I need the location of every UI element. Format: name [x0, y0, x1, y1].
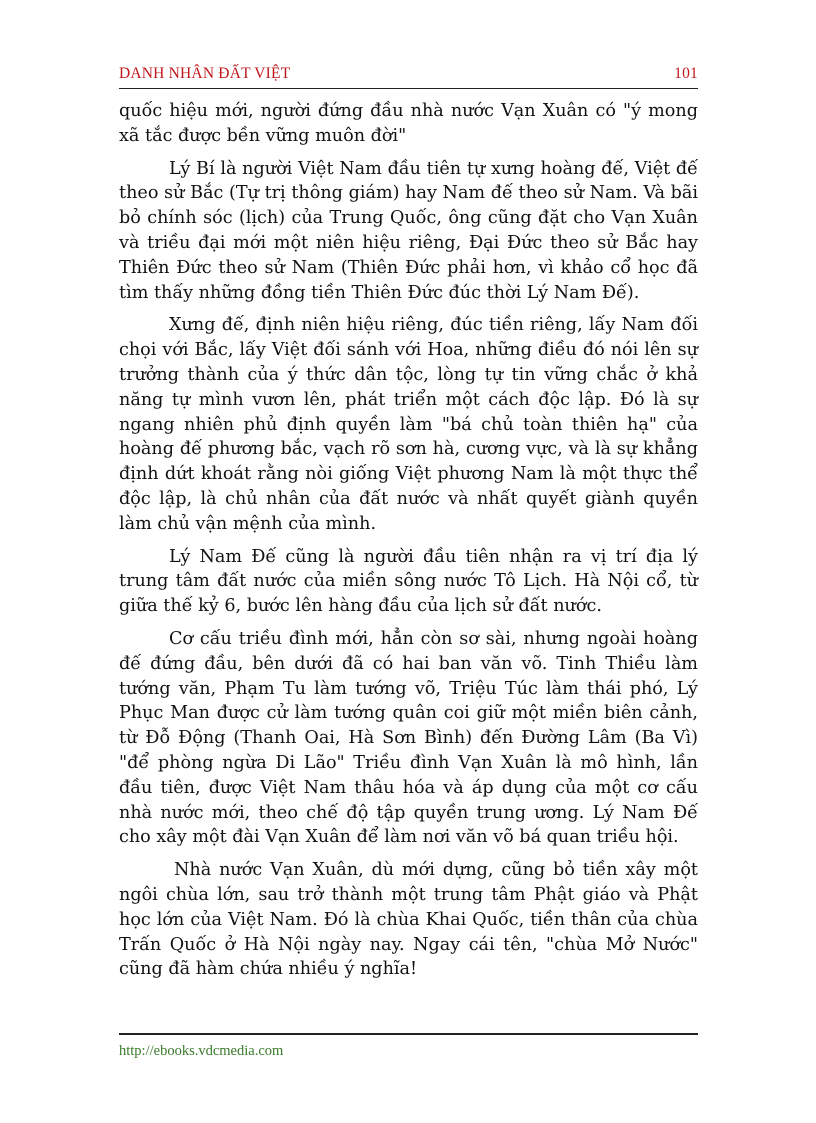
header-divider — [119, 88, 698, 89]
paragraph-continuation: quốc hiệu mới, người đứng đầu nhà nước Vạn Xuân có "ý mong xã tắc được bền vững muôn đời" — [119, 101, 698, 146]
footer-ebook-link[interactable]: http://ebooks.vdcmedia.com — [119, 1043, 284, 1059]
book-title: DANH NHÂN ĐẤT VIỆT — [119, 65, 291, 82]
footer-divider — [119, 1033, 698, 1035]
paragraph-to-lich-center: Lý Nam Đế cũng là người đầu tiên nhận ra vị trí địa lý trung tâm đất nước của miền sông nước Tô Lịch. Hà Nội cổ, từ giữa thế kỷ 6, bước lên hàng đầu của lịch sử đất nước. — [119, 546, 698, 617]
paragraph-khai-quoc-pagoda: Nhà nước Vạn Xuân, dù mới dựng, cũng bỏ tiền xây một ngôi chùa lớn, sau trở thành một trung tâm Phật giáo và Phật học lớn của Việt Nam. Đó là chùa Khai Quốc, tiền thân của chùa Trấn Quốc ở Hà Nội ngày nay. Ngay cái tên, "chùa Mở Nước" cũng đã hàm chứa nhiều ý nghĩa! — [119, 860, 698, 980]
page-number: 101 — [674, 65, 698, 82]
paragraph-court-structure: Cơ cấu triều đình mới, hẳn còn sơ sài, nhưng ngoài hoàng đế đứng đầu, bên dưới đã có hai ban văn võ. Tinh Thiều làm tướng văn, Phạm Tu làm tướng võ, Triệu Túc làm thái phó, Lý Phục Man được cử làm tướng quân coi giữ một miền biên cảnh, từ Đỗ Động (Thanh Oai, Hà Sơn Bình) đến Đường Lâm (Ba Vì) "để phòng ngừa Di Lão" Triều đình Vạn Xuân là mô hình, lần đầu tiên, được Việt Nam thâu hóa và áp dụng của một cơ cấu nhà nước mới, theo chế độ tập quyền trung ương. Lý Nam Đế cho xây một đài Vạn Xuân để làm nơi văn võ bá quan triều hội. — [119, 628, 698, 848]
paragraph-ly-bi-emperor: Lý Bí là người Việt Nam đầu tiên tự xưng hoàng đế, Việt đế theo sử Bắc (Tự trị thông giám) hay Nam đế theo sử Nam. Và bãi bỏ chính sóc (lịch) của Trung Quốc, ông cũng đặt cho Vạn Xuân và triều đại mới một niên hiệu riêng, Đại Đức theo sử Bắc hay Thiên Đức theo sử Nam (Thiên Đức phải hơn, vì khảo cổ học đã tìm thấy những đồng tiền Thiên Đức đúc thời Lý Nam Đế). — [119, 158, 698, 303]
page-header — [119, 63, 698, 85]
page-body — [119, 99, 698, 990]
paragraph-national-consciousness: Xưng đế, định niên hiệu riêng, đúc tiền riêng, lấy Nam đối chọi với Bắc, lấy Việt đối sánh với Hoa, những điều đó nói lên sự trưởng thành của ý thức dân tộc, lòng tự tin vững chắc ở khả năng tự mình vươn lên, phát triển một cách độc lập. Đó là sự ngang nhiên phủ định quyền làm "bá chủ toàn thiên hạ" của hoàng đế phương bắc, vạch rõ sơn hà, cương vực, và là sự khẳng định dứt khoát rằng nòi giống Việt phương Nam là một thực thể độc lập, là chủ nhân của đất nước và nhất quyết giành quyền làm chủ vận mệnh của mình. — [119, 315, 698, 534]
